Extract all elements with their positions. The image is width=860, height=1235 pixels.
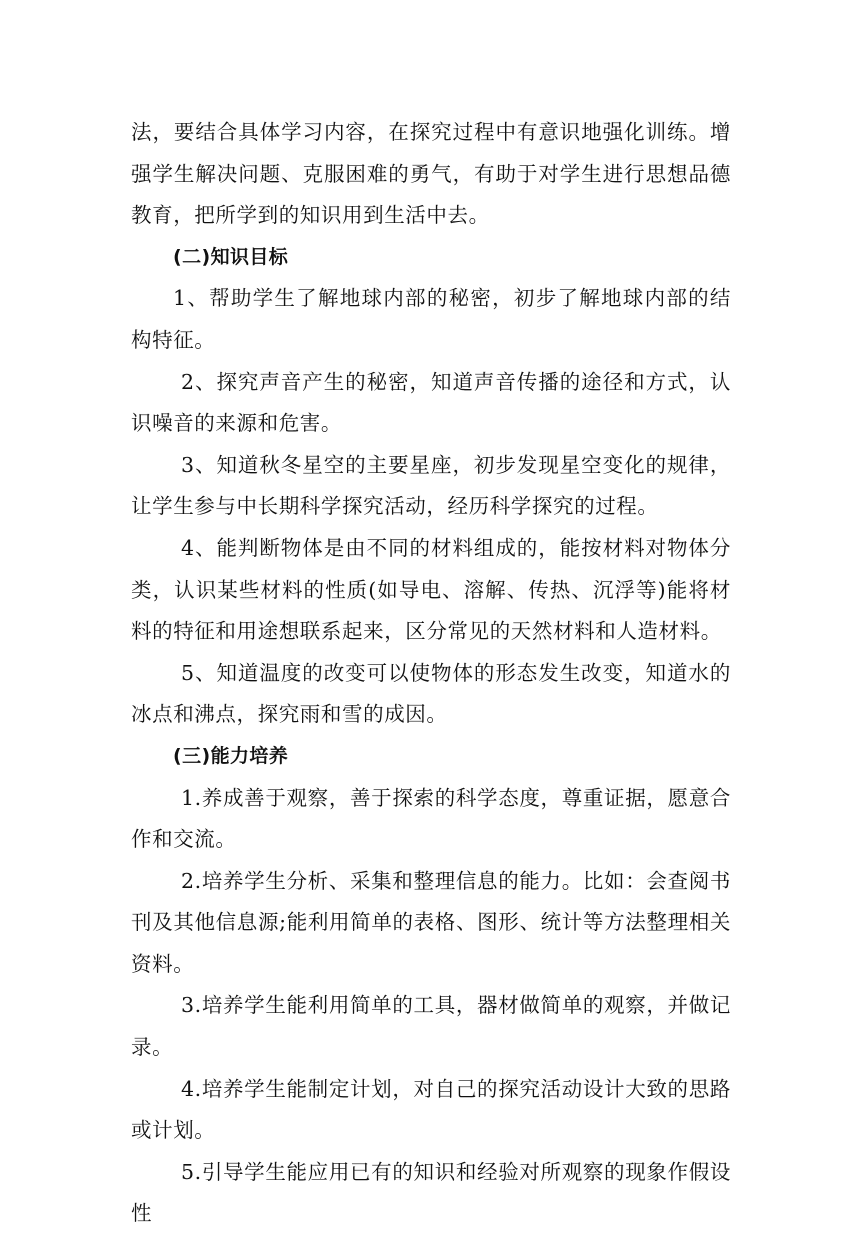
paragraph-continuation: 法，要结合具体学习内容，在探究过程中有意识地强化训练。增强学生解决问题、克服困难的勇气，有助于对学生进行思想品德教育，把所学到的知识用到生活中去。 — [131, 120, 731, 228]
knowledge-item-1: 1、帮助学生了解地球内部的秘密，初步了解地球内部的结构特征。 — [131, 286, 731, 352]
document-body — [131, 112, 731, 1235]
knowledge-item-3: 3、知道秋冬星空的主要星座，初步发现星空变化的规律，让学生参与中长期科学探究活动，经历科学探究的过程。 — [131, 452, 731, 519]
ability-item-4: 4.培养学生能制定计划，对自己的探究活动设计大致的思路或计划。 — [131, 1076, 731, 1143]
knowledge-item-4: 4、能判断物体是由不同的材料组成的，能按材料对物体分类，认识某些材料的性质(如导电、溶解、传热、沉浮等)能将材料的特征和用途想联系起来，区分常见的天然材料和人造材料。 — [131, 535, 731, 644]
ability-item-1: 1.养成善于观察，善于探索的科学态度，尊重证据，愿意合作和交流。 — [131, 785, 731, 852]
ability-item-3: 3.培养学生能利用简单的工具，器材做简单的观察，并做记录。 — [131, 993, 731, 1060]
ability-item-2: 2.培养学生分析、采集和整理信息的能力。比如：会查阅书刊及其他信息源;能利用简单的表格、图形、统计等方法整理相关资料。 — [131, 868, 731, 976]
knowledge-item-2: 2、探究声音产生的秘密，知道声音传播的途径和方式，认识噪音的来源和危害。 — [131, 369, 731, 436]
knowledge-item-5: 5、知道温度的改变可以使物体的形态发生改变，知道水的冰点和沸点，探究雨和雪的成因。 — [131, 660, 731, 727]
section-heading-knowledge-goals: (二)知识目标 — [173, 245, 289, 268]
ability-item-5: 5.引导学生能应用已有的知识和经验对所观察的现象作假设性 — [131, 1159, 731, 1226]
section-heading-ability-training: (三)能力培养 — [173, 744, 289, 767]
